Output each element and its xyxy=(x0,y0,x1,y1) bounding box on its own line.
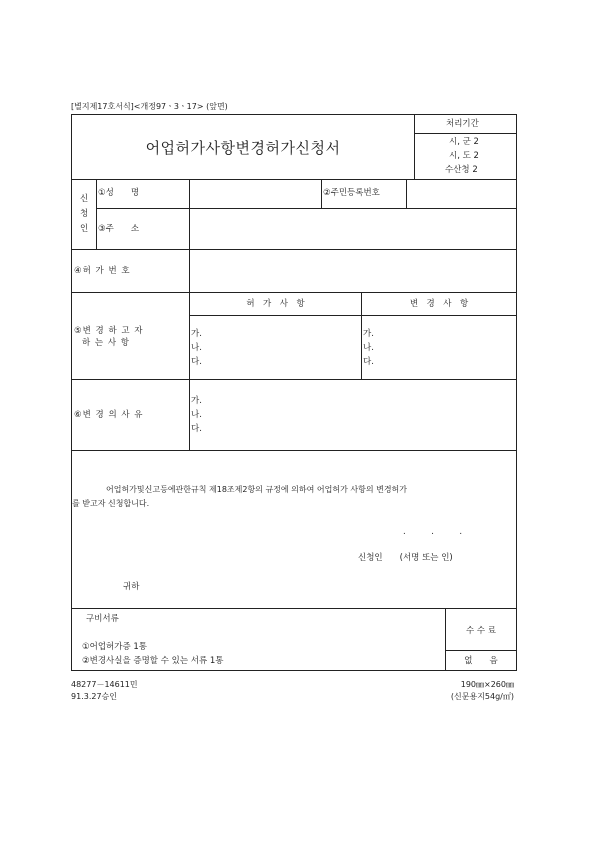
footer-approval-date: 91.3.27승인 xyxy=(71,692,117,701)
processing-period-province: 시, 도 2 xyxy=(449,151,479,161)
required-documents-title: 구비서류 xyxy=(86,614,119,624)
change-bullet-c: 다. xyxy=(363,357,374,367)
permit-bullet-a: 가. xyxy=(191,329,202,339)
reason-bullet-b: 나. xyxy=(191,410,202,420)
permit-number-field[interactable] xyxy=(190,250,515,291)
processing-period-fisheries: 수산청 2 xyxy=(445,165,478,175)
permit-bullet-b: 나. xyxy=(191,343,202,353)
change-column-header: 변 경 사 항 xyxy=(409,299,469,309)
statement-line1: 어업허가및신고등에관한규칙 제18조제2항의 규정에 의하여 어업허가 사항의 변경허가 xyxy=(106,485,408,494)
date-placeholder: . . . xyxy=(403,527,463,537)
footer-paper-size: 190㎜×260㎜ xyxy=(460,680,514,689)
statement-line2: 를 받고자 신청합니다. xyxy=(72,499,150,508)
applicant-signature-line: 신청인 (서명 또는 인) xyxy=(358,553,453,563)
current-permit-column-header: 허 가 사 항 xyxy=(246,299,305,309)
applicant-label-char-2: 청 xyxy=(80,209,89,219)
required-document-2: ②변경사실을 증명할 수 있는 서류 1통 xyxy=(82,656,224,666)
fee-label: 수 수 료 xyxy=(465,626,497,636)
address-label: ③주 소 xyxy=(98,224,140,234)
reason-bullet-c: 다. xyxy=(191,424,202,434)
processing-period-label: 처리기간 xyxy=(446,119,479,129)
form-title: 어업허가사항변경허가신청서 xyxy=(145,139,341,157)
change-reason-field[interactable] xyxy=(190,380,515,449)
name-field[interactable] xyxy=(190,180,320,207)
permit-bullet-c: 다. xyxy=(191,357,202,367)
change-bullet-b: 나. xyxy=(363,343,374,353)
resident-id-label: ②주민등록번호 xyxy=(323,188,380,198)
change-bullet-a: 가. xyxy=(363,329,374,339)
change-items-label-line2: 하 는 사 항 xyxy=(82,338,130,348)
change-items-label-line1: ⑤변 경 하 고 자 xyxy=(74,326,144,336)
required-document-1: ①어업허가증 1통 xyxy=(82,642,147,652)
applicant-label-char-1: 신 xyxy=(80,194,89,204)
footer-approval-number: 48277－14611민 xyxy=(71,680,138,689)
fee-value: 없 음 xyxy=(464,656,498,666)
addressee: 귀하 xyxy=(123,582,140,592)
change-reason-label: ⑥변 경 의 사 유 xyxy=(74,410,144,420)
form-reference: [별지제17호서식]<개정97ㆍ3ㆍ17> (앞면) xyxy=(71,102,228,111)
footer-paper-type: (신문용지54g/㎡) xyxy=(450,692,514,701)
applicant-label-char-3: 인 xyxy=(80,224,89,234)
permit-number-label: ④허 가 번 호 xyxy=(74,266,131,276)
processing-period-city: 시, 군 2 xyxy=(449,137,479,147)
name-label: ①성 명 xyxy=(98,188,140,198)
reason-bullet-a: 가. xyxy=(191,396,202,406)
current-permit-field[interactable] xyxy=(190,316,360,378)
change-field[interactable] xyxy=(362,316,515,378)
address-field[interactable] xyxy=(190,209,515,248)
resident-id-field[interactable] xyxy=(407,180,515,207)
application-form xyxy=(71,114,517,671)
